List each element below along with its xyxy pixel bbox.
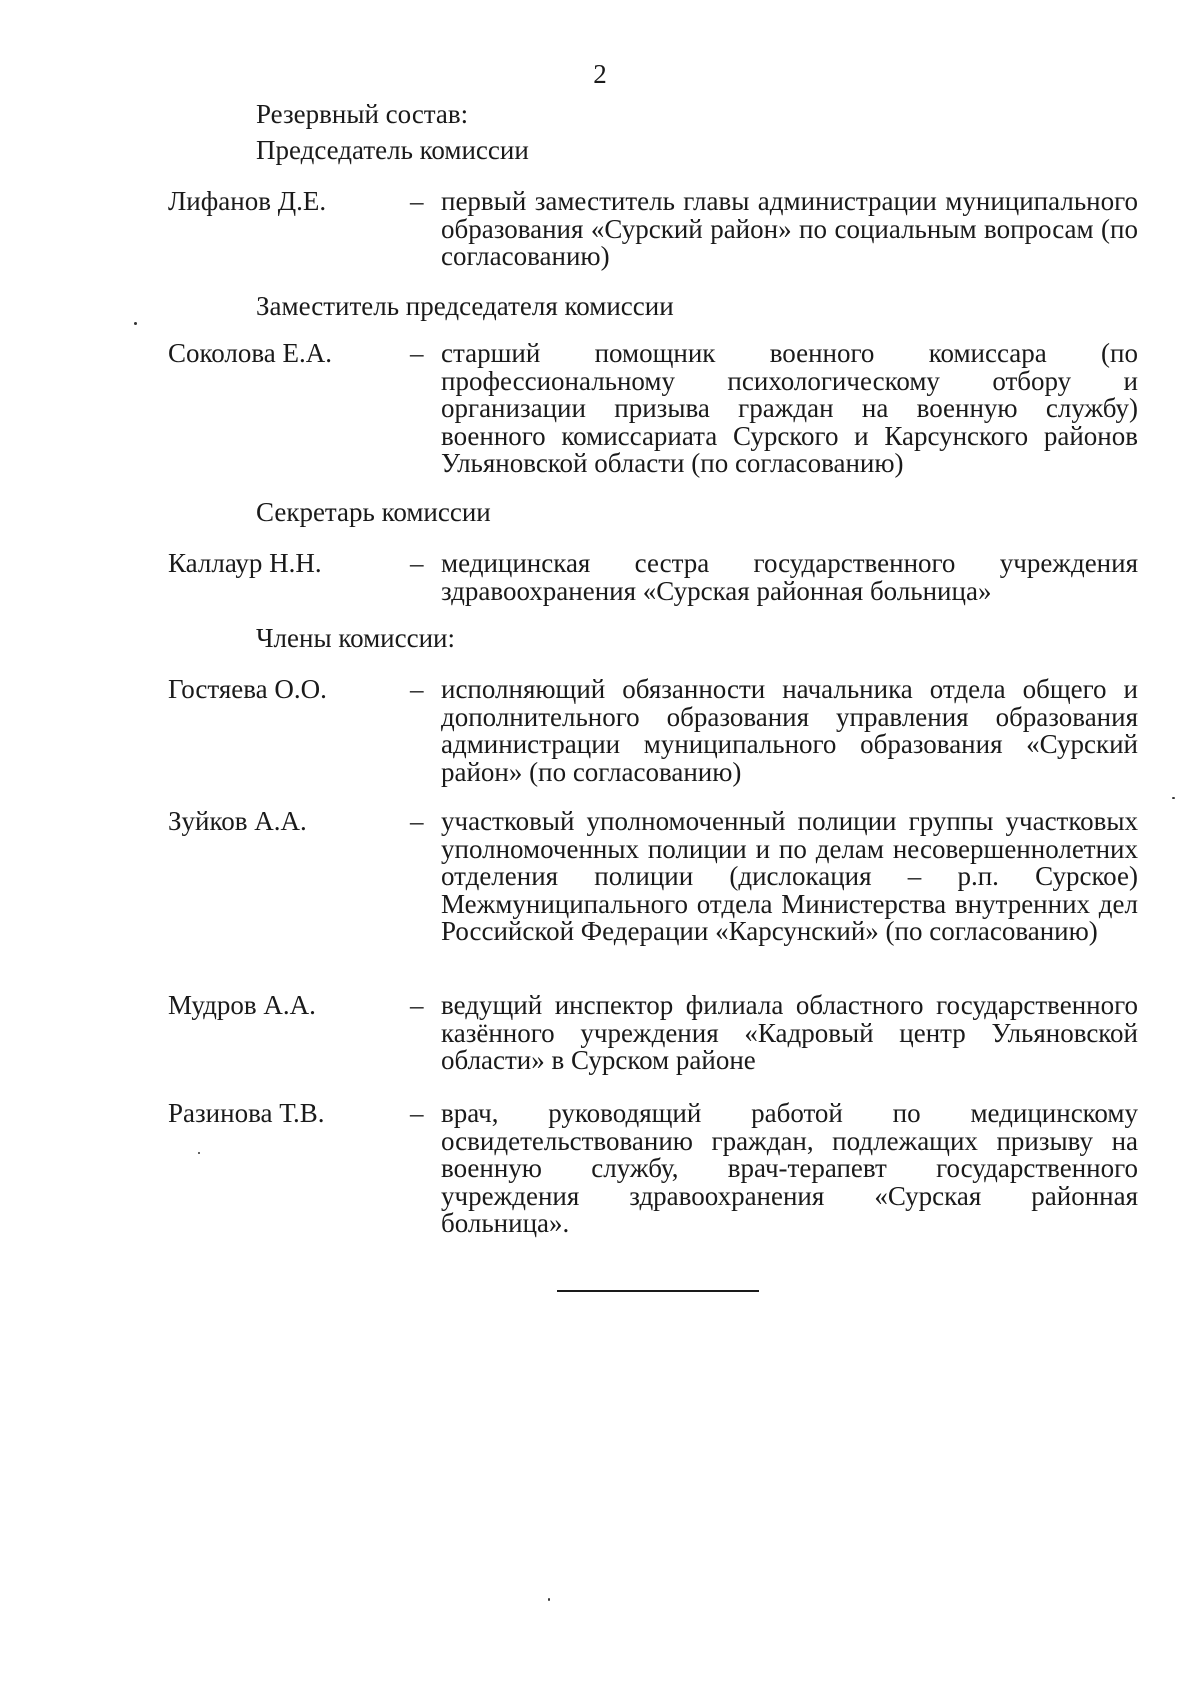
dash: – [410, 806, 424, 836]
scan-speck [1172, 797, 1175, 799]
person-description: ведущий инспектор филиала областного государственного казённого учреждения «Кадровый центр Ульяновской области» в Сурском районе [441, 990, 1138, 1075]
dash: – [410, 1098, 424, 1128]
scan-speck [198, 1152, 200, 1154]
person-description: первый заместитель главы администрации муниципального образования «Сурский район» по социальным вопросам (по согласованию) [441, 186, 1138, 271]
closing-divider [557, 1290, 759, 1292]
scan-speck [134, 322, 137, 325]
person-description: медицинская сестра государственного учреждения здравоохранения «Сурская районная больница» [441, 548, 1138, 606]
page-number: 2 [593, 59, 607, 89]
person-description: врач, руководящий работой по медицинскому освидетельствованию граждан, подлежащих призыву на военную службу, врач-терапевт государственного учреждения здравоохранения «Сурская районная больница». [441, 1098, 1138, 1238]
person-name: Гостяева О.О. [168, 674, 327, 704]
person-description: исполняющий обязанности начальника отдела общего и дополнительного образования управления образования администрации муниципального образования «Сурский район» (по согласованию) [441, 674, 1138, 787]
deputy-role-heading: Заместитель председателя комиссии [256, 291, 674, 321]
dash: – [410, 990, 424, 1020]
person-name: Каллаур Н.Н. [168, 548, 322, 578]
secretary-role-heading: Секретарь комиссии [256, 497, 491, 527]
reserve-title: Резервный состав: [256, 99, 469, 129]
members-role-heading: Члены комиссии: [256, 623, 455, 653]
person-name: Лифанов Д.Е. [168, 186, 327, 216]
dash: – [410, 674, 424, 704]
chair-role-heading: Председатель комиссии [256, 135, 529, 165]
scan-speck [548, 1598, 550, 1601]
person-description: старший помощник военного комиссара (по профессиональному психологическому отбору и организации призыва граждан на военную службу) военного комиссариата Сурского и Карсунского районов Ульяновской области (по согласованию) [441, 338, 1138, 478]
person-name: Соколова Е.А. [168, 338, 332, 368]
dash: – [410, 186, 424, 216]
person-description: участковый уполномоченный полиции группы участковых уполномоченных полиции и по делам несовершеннолетних отделения полиции (дислокация – р.п. Сурское) Межмуниципального отдела Министерства внутренних дел Российской Федерации «Карсунский» (по согласованию) [441, 806, 1138, 946]
person-name: Разинова Т.В. [168, 1098, 325, 1128]
person-name: Зуйков А.А. [168, 806, 307, 836]
person-name: Мудров А.А. [168, 990, 316, 1020]
dash: – [410, 338, 424, 368]
dash: – [410, 548, 424, 578]
